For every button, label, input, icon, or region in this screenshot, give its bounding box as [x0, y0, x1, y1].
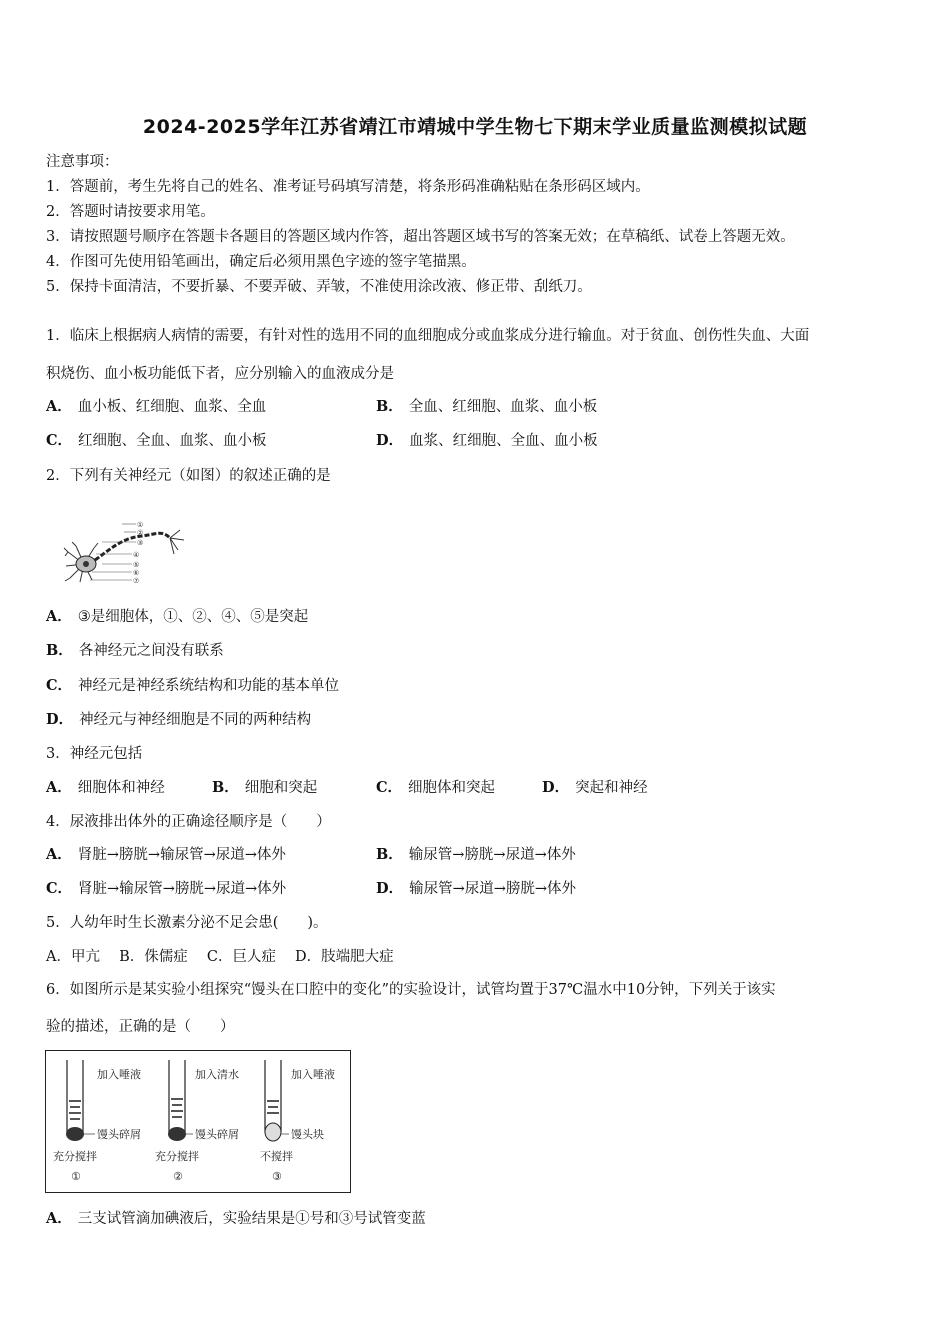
q4-option-b: B． 输尿管→膀胱→尿道→体外: [376, 846, 576, 863]
q4-option-a: A． 肾脏→膀胱→输尿管→尿道→体外: [46, 846, 286, 863]
tube3-number: ③: [272, 1170, 282, 1183]
q2-option-c: C． 神经元是神经系统结构和功能的基本单位: [46, 677, 340, 694]
q1-stem-cont: 积烧伤、血小板功能低下者，应分别输入的血液成分是: [46, 366, 394, 382]
neuron-label: ①: [137, 521, 144, 529]
q2-option-a: A． ③是细胞体，①、②、④、⑤是突起: [46, 608, 309, 625]
tube1-bottom-label: 馒头碎屑: [97, 1128, 141, 1141]
q1-option-d: D． 血浆、红细胞、全血、血小板: [376, 432, 598, 449]
q6-option-a: A． 三支试管滴加碘液后，实验结果是①号和③号试管变蓝: [46, 1210, 426, 1227]
neuron-label: ⑥: [133, 569, 140, 577]
q4-stem: 4．尿液排出体外的正确途径顺序是（ ）: [46, 814, 331, 830]
neuron-label: ⑦: [133, 577, 140, 585]
q3-stem: 3．神经元包括: [46, 746, 143, 762]
note-item: 2．答题时请按要求用笔。: [46, 204, 215, 220]
q2-stem: 2．下列有关神经元（如图）的叙述正确的是: [46, 468, 331, 484]
tube1-action-label: 充分搅拌: [53, 1150, 97, 1163]
page-title: 2024-2025学年江苏省靖江市靖城中学生物七下期末学业质量监测模拟试题: [142, 116, 808, 138]
notes-heading: 注意事项：: [46, 154, 119, 170]
q1-stem: 1．临床上根据病人病情的需要，有针对性的选用不同的血细胞成分或血浆成分进行输血。对于贫血、创伤性失血、大面: [46, 328, 810, 344]
tube2-action-label: 充分搅拌: [155, 1150, 199, 1163]
q6-stem: 6．如图所示是某实验小组探究“馒头在口腔中的变化”的实验设计，试管均置于37℃温水中10分钟，下列关于该实: [46, 982, 776, 998]
tube2-number: ②: [173, 1170, 183, 1183]
q1-option-c: C． 红细胞、全血、血浆、血小板: [46, 432, 267, 449]
note-item: 4．作图可先使用铅笔画出，确定后必须用黑色字迹的签字笔描黑。: [46, 254, 476, 270]
q4-option-c: C． 肾脏→输尿管→膀胱→尿道→体外: [46, 880, 287, 897]
q5-options: A．甲亢 B．侏儒症 C．巨人症 D．肢端肥大症: [46, 949, 394, 965]
q3-option-a: A． 细胞体和神经: [46, 779, 165, 796]
neuron-label: ③: [137, 539, 144, 547]
q1-option-b: B． 全血、红细胞、血浆、血小板: [376, 398, 598, 415]
tube1-number: ①: [71, 1170, 81, 1183]
tube3-action-label: 不搅拌: [260, 1150, 293, 1163]
neuron-label: ④: [133, 551, 140, 559]
q3-option-b: B． 细胞和突起: [212, 779, 318, 796]
q4-option-d: D． 输尿管→尿道→膀胱→体外: [376, 880, 577, 897]
neuron-figure: [62, 518, 192, 586]
q3-option-c: C． 细胞体和突起: [376, 779, 496, 796]
note-item: 5．保持卡面清洁，不要折暴、不要弄破、弄皱，不准使用涂改液、修正带、刮纸刀。: [46, 279, 592, 295]
q1-option-a: A． 血小板、红细胞、血浆、全血: [46, 398, 267, 415]
q2-option-b: B． 各神经元之间没有联系: [46, 642, 224, 659]
q5-stem: 5．人幼年时生长激素分泌不足会患( )。: [46, 915, 328, 931]
note-item: 1．答题前，考生先将自己的姓名、准考证号码填写清楚，将条形码准确粘贴在条形码区域内。: [46, 179, 650, 195]
q2-option-d: D． 神经元与神经细胞是不同的两种结构: [46, 711, 312, 728]
tube3-top-label: 加入唾液: [291, 1068, 335, 1081]
tube1-top-label: 加入唾液: [97, 1068, 141, 1081]
tube2-top-label: 加入清水: [195, 1068, 239, 1081]
neuron-label: ②: [137, 529, 144, 537]
test-tube-figure: [45, 1050, 351, 1193]
q6-stem-cont: 验的描述，正确的是（ ）: [46, 1019, 235, 1035]
tube3-bottom-label: 馒头块: [291, 1128, 324, 1141]
q3-option-d: D． 突起和神经: [542, 779, 648, 796]
neuron-label: ⑤: [133, 561, 140, 569]
tube2-bottom-label: 馒头碎屑: [195, 1128, 239, 1141]
note-item: 3．请按照题号顺序在答题卡各题目的答题区域内作答，超出答题区域书写的答案无效；在草稿纸、试卷上答题无效。: [46, 229, 795, 245]
